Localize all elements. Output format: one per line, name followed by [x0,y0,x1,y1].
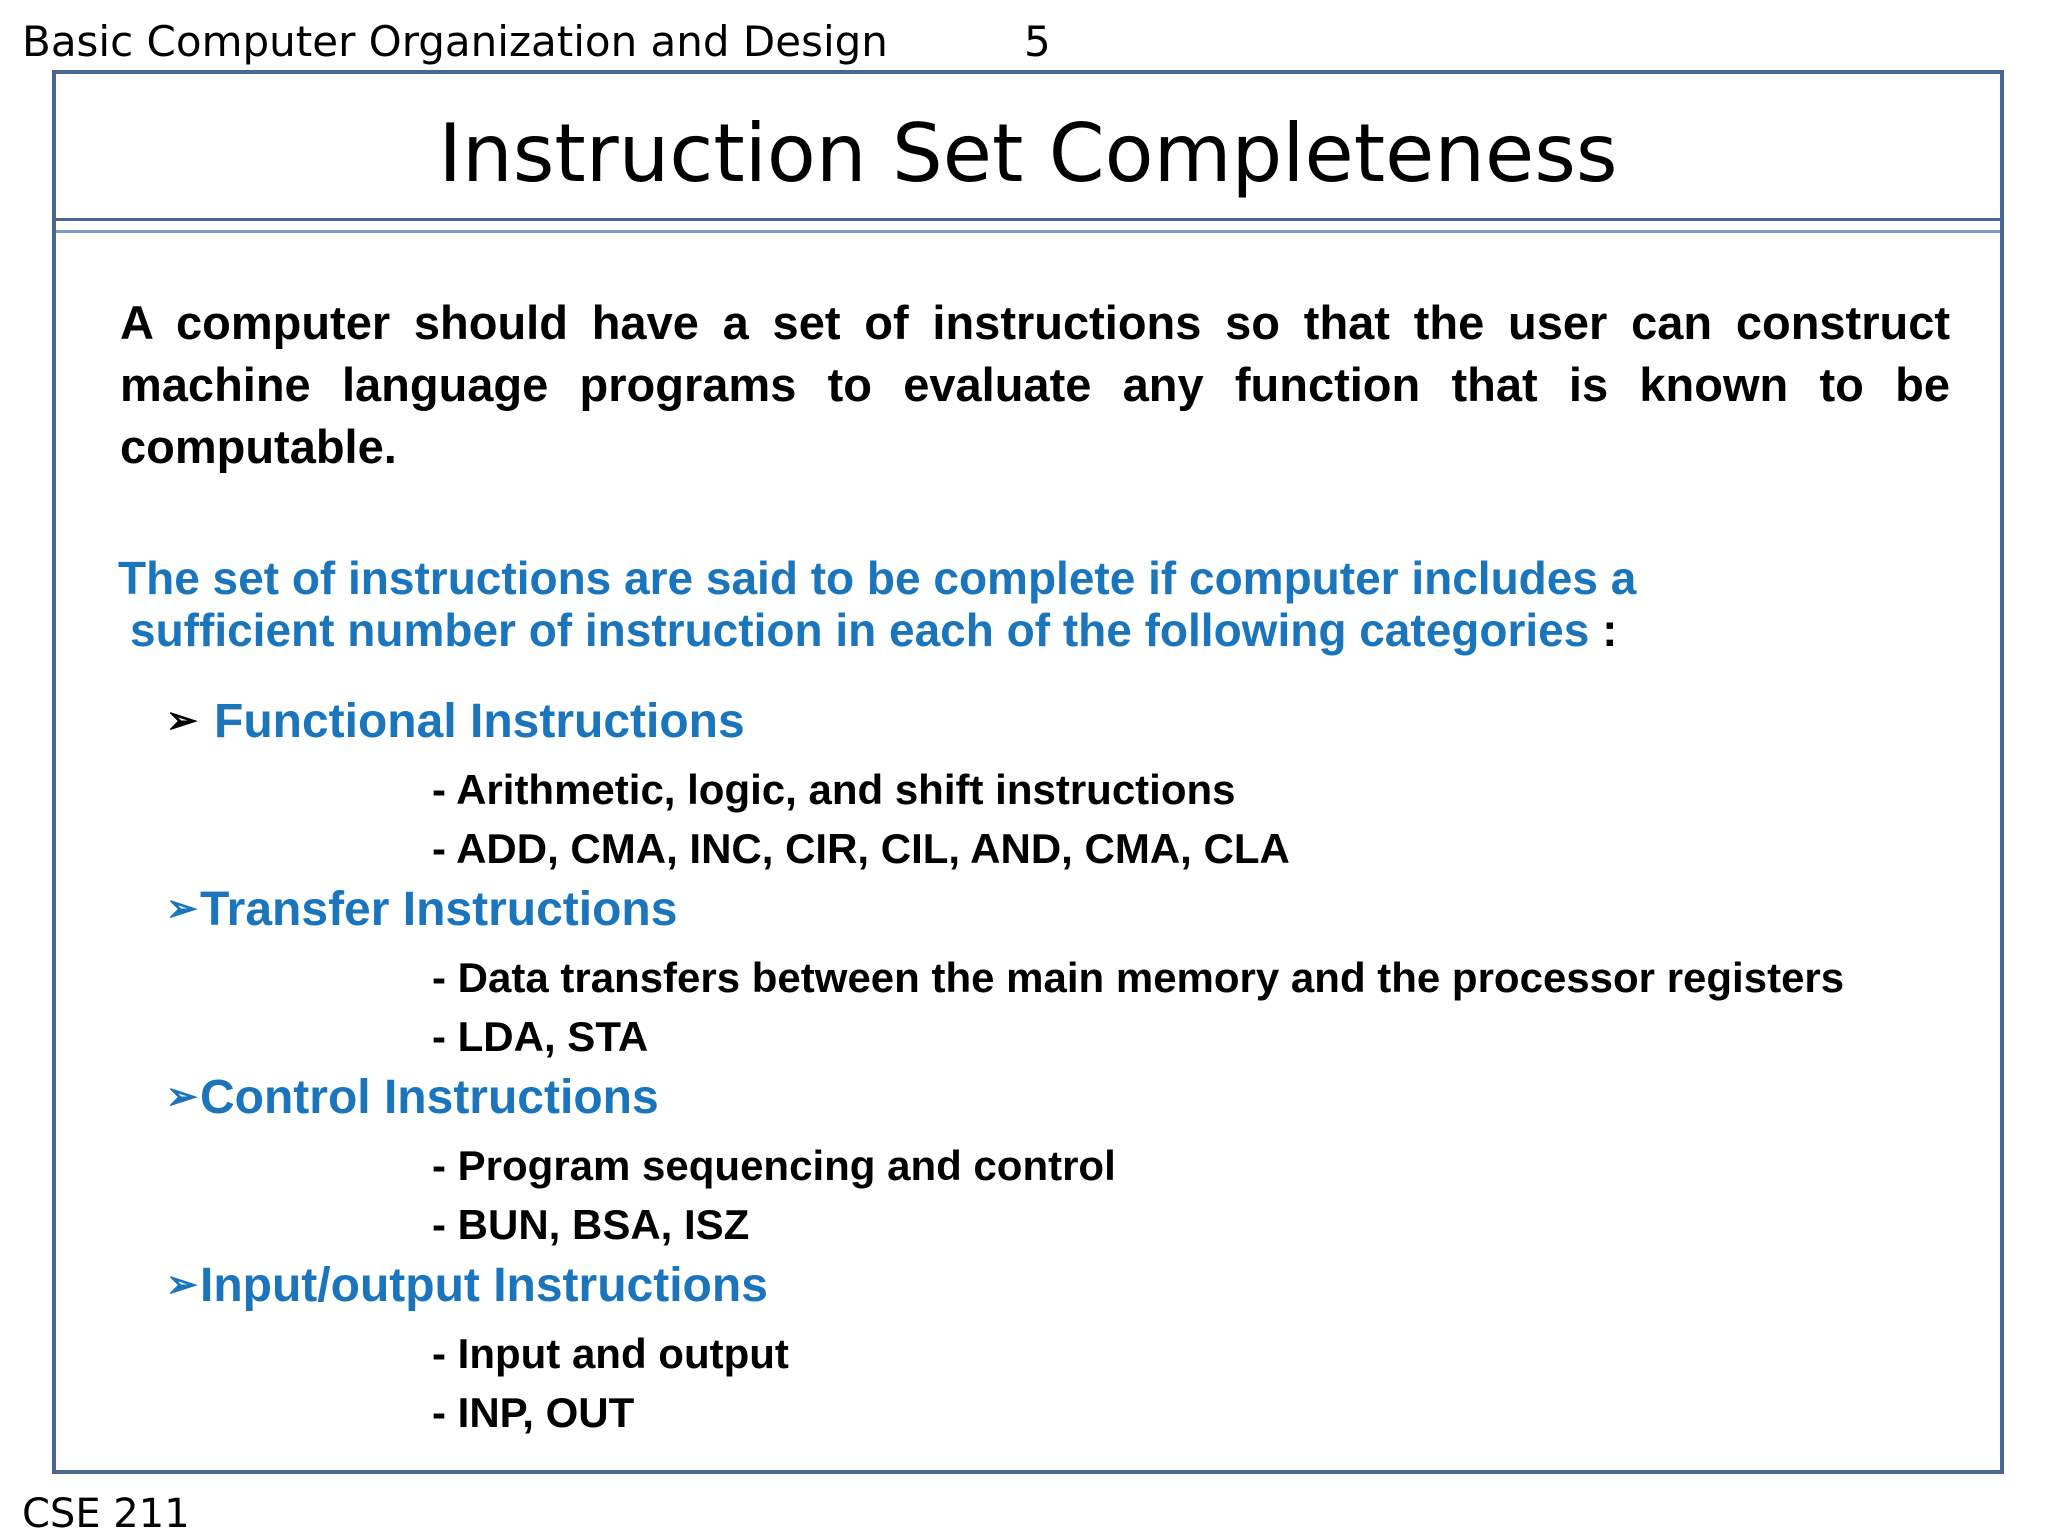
intro-paragraph: A computer should have a set of instructions so that the user can construct machine language programs to evaluate any function that is known to be computable. [120,296,1950,473]
category-heading-label: Control Instructions [200,1070,659,1124]
arrow-bullet-icon: ➢ [166,700,198,742]
title-divider-secondary [56,230,2000,233]
category-heading-label: Functional Instructions [214,694,745,748]
lead-paragraph [118,552,1978,656]
category-control [166,1066,1956,1254]
lead-colon: : [1602,604,1618,656]
title-divider [56,218,2000,221]
category-detail: - INP, OUT [432,1389,635,1436]
category-io [166,1254,1956,1442]
category-heading [166,690,1956,752]
category-heading [166,1254,1956,1316]
category-heading-label: Input/output Instructions [200,1258,768,1312]
lead-line-1: The set of instructions are said to be complete if computer includes a [118,552,1637,604]
category-transfer [166,878,1956,1066]
category-heading [166,1066,1956,1128]
slide-title: Instruction Set Completeness [438,107,1618,200]
lead-line-2: sufficient number of instruction in each of the following categories [130,604,1590,656]
arrow-bullet-icon: ➢ [166,1076,198,1118]
page-number: 5 [1024,17,1051,66]
category-detail: - LDA, STA [432,1013,649,1060]
category-detail: - Program sequencing and control [432,1142,1116,1189]
category-detail: - Data transfers between the main memory and the processor registers [432,954,1845,1001]
category-list [166,690,1956,1442]
category-detail: - BUN, BSA, ISZ [432,1201,750,1248]
category-detail: - ADD, CMA, INC, CIR, CIL, AND, CMA, CLA [432,825,1290,872]
lead-line-2-wrap [118,604,1978,656]
category-detail: - Input and output [432,1330,789,1377]
category-heading-label: Transfer Instructions [200,882,678,936]
category-detail: - Arithmetic, logic, and shift instructions [432,766,1236,813]
arrow-bullet-icon: ➢ [166,888,198,930]
category-functional [166,690,1956,878]
course-code: CSE 211 [22,1491,190,1537]
course-title: Basic Computer Organization and Design [22,17,888,66]
arrow-bullet-icon: ➢ [166,1264,198,1306]
category-heading [166,878,1956,940]
